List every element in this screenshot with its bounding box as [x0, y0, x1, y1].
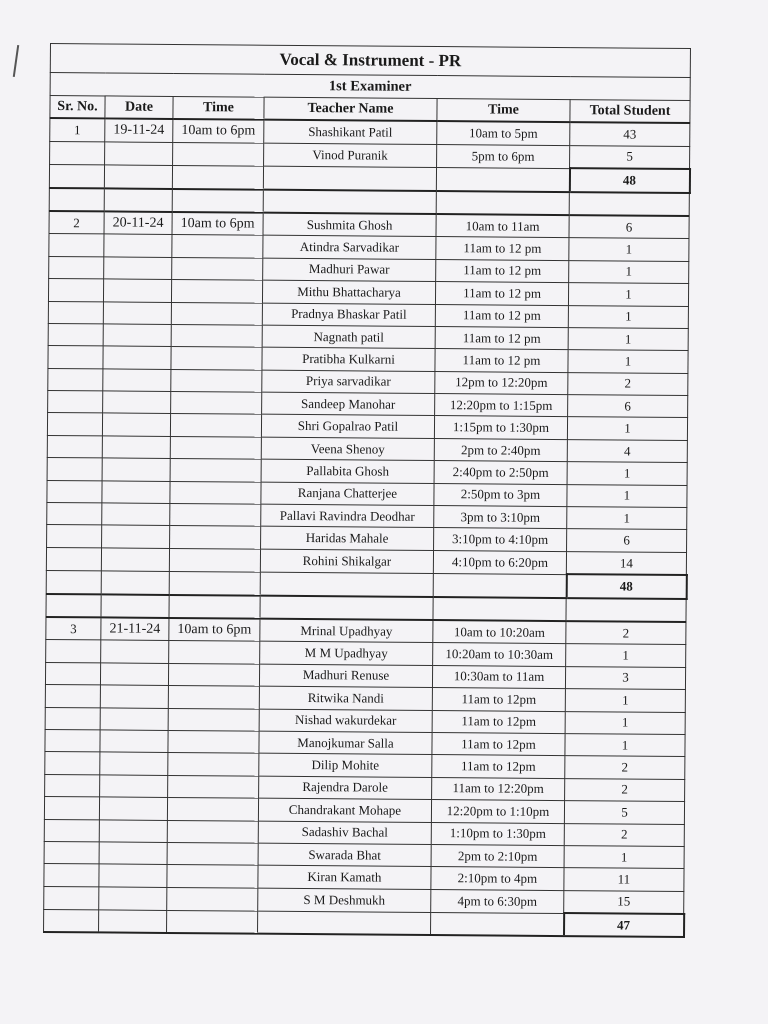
- student-count-cell: 1: [568, 283, 688, 306]
- session-time-cell: [171, 302, 262, 325]
- student-count-cell: 15: [564, 890, 684, 914]
- date-cell: [102, 481, 170, 504]
- teacher-name-cell: Priya sarvadikar: [262, 370, 435, 394]
- empty-cell: [258, 911, 431, 936]
- sr-no-cell: [44, 797, 99, 820]
- session-time-cell: [171, 347, 262, 370]
- empty-cell: [101, 571, 169, 595]
- slot-time-cell: 10:20am to 10:30am: [433, 643, 566, 666]
- page-title: Vocal & Instrument - PR: [50, 44, 690, 78]
- total-row: [44, 909, 684, 937]
- date-cell: [100, 663, 168, 686]
- sr-no-cell: [47, 503, 102, 526]
- date-cell: [99, 797, 167, 820]
- teacher-name-cell: M M Upadhyay: [260, 642, 433, 666]
- sr-no-cell: [49, 256, 104, 279]
- session-time-cell: [168, 730, 259, 753]
- sr-no-cell: [44, 841, 99, 864]
- teacher-name-cell: Sadashiv Bachal: [258, 821, 431, 845]
- teacher-name-cell: Pradnya Bhaskar Patil: [262, 303, 435, 327]
- teacher-name-cell: Manojkumar Salla: [259, 731, 432, 755]
- session-time-cell: [173, 142, 264, 166]
- teacher-name-cell: Shashikant Patil: [264, 120, 437, 144]
- session-time-cell: [168, 753, 259, 776]
- teacher-name-cell: Mrinal Upadhyay: [260, 619, 433, 643]
- sr-no-cell: [47, 458, 102, 481]
- student-count-cell: 1: [565, 689, 685, 712]
- slot-time-cell: 10am to 10:20am: [433, 620, 566, 644]
- date-cell: [102, 458, 170, 481]
- student-count-cell: 2: [568, 372, 688, 395]
- date-cell: [105, 142, 173, 165]
- session-time-cell: 10am to 6pm: [173, 119, 264, 143]
- empty-cell: [433, 573, 566, 597]
- sr-no-cell: [48, 323, 103, 346]
- sr-no-cell: [47, 413, 102, 436]
- empty-cell: [436, 167, 569, 191]
- slot-time-cell: 11am to 12pm: [432, 710, 565, 733]
- student-count-cell: 1: [567, 484, 687, 507]
- empty-cell: [101, 594, 169, 618]
- slot-time-cell: 4:10pm to 6:20pm: [433, 550, 566, 574]
- empty-cell: [104, 188, 172, 212]
- sr-no-cell: [49, 234, 104, 257]
- date-cell: [103, 346, 171, 369]
- slot-time-cell: 1:10pm to 1:30pm: [431, 822, 564, 845]
- slot-time-cell: 3:10pm to 4:10pm: [434, 528, 567, 551]
- date-cell: [101, 640, 169, 663]
- sr-no-cell: [48, 391, 103, 414]
- teacher-name-cell: Veena Shenoy: [261, 437, 434, 461]
- teacher-name-cell: Sushmita Ghosh: [263, 213, 436, 237]
- teacher-name-cell: Rajendra Darole: [259, 776, 432, 800]
- empty-cell: [46, 570, 101, 594]
- empty-cell: [49, 164, 104, 188]
- session-time-cell: [172, 257, 263, 280]
- sr-no-cell: [45, 707, 100, 730]
- examiner-subtitle: 1st Examiner: [50, 73, 690, 101]
- sr-no-cell: [45, 685, 100, 708]
- student-count-cell: 1: [567, 462, 687, 485]
- teacher-name-cell: Madhuri Pawar: [263, 258, 436, 282]
- empty-cell: [49, 188, 104, 212]
- session-time-cell: [168, 686, 259, 709]
- student-count-cell: 1: [567, 507, 687, 530]
- slot-time-cell: 4pm to 6:30pm: [431, 889, 564, 913]
- date-cell: 20-11-24: [104, 211, 172, 234]
- header-teacher-name: Teacher Name: [264, 97, 437, 121]
- empty-cell: [172, 189, 263, 213]
- date-cell: [100, 730, 168, 753]
- sr-no-cell: [47, 480, 102, 503]
- student-count-cell: 14: [566, 551, 686, 575]
- empty-cell: [172, 165, 263, 189]
- teacher-name-cell: Sandeep Manohar: [262, 392, 435, 416]
- student-count-cell: 6: [567, 529, 687, 552]
- session-time-cell: [167, 865, 258, 888]
- session-time-cell: 10am to 6pm: [169, 618, 260, 642]
- sr-no-cell: [48, 346, 103, 369]
- date-cell: [103, 391, 171, 414]
- sr-no-cell: [50, 141, 105, 164]
- session-time-cell: [170, 436, 261, 459]
- slot-time-cell: 10am to 5pm: [437, 121, 570, 145]
- teacher-name-cell: Nagnath patil: [262, 325, 435, 349]
- sr-no-cell: [48, 368, 103, 391]
- sr-no-cell: [45, 752, 100, 775]
- sr-no-cell: [44, 886, 99, 909]
- student-count-cell: 3: [565, 666, 685, 689]
- slot-time-cell: 2pm to 2:10pm: [431, 844, 564, 867]
- slot-time-cell: 2pm to 2:40pm: [434, 438, 567, 461]
- teacher-name-cell: S M Deshmukh: [258, 888, 431, 912]
- slot-time-cell: 11am to 12 pm: [436, 259, 569, 282]
- session-time-cell: [167, 842, 258, 865]
- pen-mark: [13, 45, 19, 77]
- date-cell: [102, 436, 170, 459]
- empty-cell: [44, 909, 99, 933]
- teacher-name-cell: Ranjana Chatterjee: [261, 482, 434, 506]
- group-total-cell: 48: [569, 168, 689, 192]
- teacher-name-cell: Pratibha Kulkarni: [262, 347, 435, 371]
- sr-no-cell: [45, 662, 100, 685]
- sr-no-cell: [48, 279, 103, 302]
- sr-no-cell: [46, 547, 101, 570]
- student-count-cell: 6: [569, 215, 689, 239]
- session-time-cell: 10am to 6pm: [172, 212, 263, 236]
- session-time-cell: [171, 369, 262, 392]
- empty-cell: [569, 192, 689, 216]
- student-count-cell: 5: [564, 801, 684, 824]
- empty-cell: [260, 595, 433, 620]
- session-time-cell: [170, 481, 261, 504]
- slot-time-cell: 11am to 12 pm: [435, 282, 568, 305]
- student-count-cell: 2: [564, 823, 684, 846]
- teacher-name-cell: Kiran Kamath: [258, 865, 431, 889]
- sr-no-cell: 2: [49, 211, 104, 234]
- sr-no-cell: [45, 729, 100, 752]
- group-total-cell: 48: [566, 574, 686, 598]
- date-cell: [103, 369, 171, 392]
- empty-cell: [263, 189, 436, 214]
- student-count-cell: 4: [567, 439, 687, 462]
- header-time: Time: [173, 96, 264, 120]
- date-cell: [102, 413, 170, 436]
- date-cell: [103, 279, 171, 302]
- date-cell: [99, 864, 167, 887]
- empty-cell: [104, 165, 172, 189]
- exam-schedule-table: [43, 43, 691, 938]
- empty-cell: [431, 912, 564, 936]
- slot-time-cell: 10am to 11am: [436, 214, 569, 238]
- slot-time-cell: 2:50pm to 3pm: [434, 483, 567, 506]
- empty-cell: [167, 910, 258, 934]
- header-date: Date: [105, 96, 173, 119]
- empty-cell: [263, 166, 436, 191]
- student-count-cell: 11: [564, 868, 684, 891]
- date-cell: [103, 324, 171, 347]
- student-count-cell: 1: [566, 644, 686, 667]
- date-cell: [104, 234, 172, 257]
- empty-cell: [46, 594, 101, 618]
- session-time-cell: [168, 708, 259, 731]
- date-cell: [100, 685, 168, 708]
- empty-cell: [566, 598, 686, 622]
- date-cell: [99, 887, 167, 910]
- date-cell: [103, 301, 171, 324]
- slot-time-cell: 11am to 12pm: [432, 732, 565, 755]
- schedule-sheet: [43, 43, 690, 938]
- slot-time-cell: 11am to 12pm: [432, 688, 565, 711]
- session-time-cell: [167, 798, 258, 821]
- sr-no-cell: [45, 774, 100, 797]
- teacher-name-cell: Ritwika Nandi: [259, 686, 432, 710]
- session-time-cell: [168, 663, 259, 686]
- date-cell: [99, 819, 167, 842]
- session-time-cell: [169, 641, 260, 664]
- date-cell: 21-11-24: [101, 617, 169, 640]
- session-time-cell: [171, 324, 262, 347]
- sr-no-cell: [44, 864, 99, 887]
- session-time-cell: [170, 503, 261, 526]
- student-count-cell: 1: [569, 238, 689, 261]
- sr-no-cell: [46, 640, 101, 663]
- header-sr-no: Sr. No.: [50, 96, 105, 119]
- session-time-cell: [168, 775, 259, 798]
- session-time-cell: [167, 887, 258, 911]
- session-time-cell: [171, 280, 262, 303]
- sr-no-cell: [47, 435, 102, 458]
- slot-time-cell: 11am to 12pm: [432, 755, 565, 778]
- student-count-cell: 1: [568, 305, 688, 328]
- student-count-cell: 43: [570, 122, 690, 146]
- date-cell: [100, 707, 168, 730]
- date-cell: [102, 525, 170, 548]
- slot-time-cell: 10:30am to 11am: [432, 665, 565, 688]
- session-time-cell: [172, 235, 263, 258]
- date-cell: [100, 752, 168, 775]
- teacher-name-cell: Shri Gopalrao Patil: [261, 415, 434, 439]
- date-cell: [99, 842, 167, 865]
- student-count-cell: 1: [564, 845, 684, 868]
- teacher-name-cell: Pallabita Ghosh: [261, 459, 434, 483]
- session-time-cell: [170, 526, 261, 549]
- date-cell: [101, 548, 169, 571]
- date-cell: 19-11-24: [105, 119, 173, 142]
- slot-time-cell: 2:40pm to 2:50pm: [434, 461, 567, 484]
- slot-time-cell: 11am to 12 pm: [435, 326, 568, 349]
- student-count-cell: 5: [570, 145, 690, 169]
- slot-time-cell: 1:15pm to 1:30pm: [434, 416, 567, 439]
- group-total-cell: 47: [563, 913, 683, 937]
- teacher-name-cell: Nishad wakurdekar: [259, 709, 432, 733]
- student-count-cell: 2: [565, 756, 685, 779]
- slot-time-cell: 12:20pm to 1:10pm: [431, 800, 564, 823]
- slot-time-cell: 12pm to 12:20pm: [435, 371, 568, 394]
- teacher-name-cell: Rohini Shikalgar: [260, 549, 433, 573]
- sr-no-cell: [44, 819, 99, 842]
- teacher-name-cell: Dilip Mohite: [259, 753, 432, 777]
- teacher-name-cell: Atindra Sarvadikar: [263, 236, 436, 260]
- empty-cell: [436, 191, 569, 215]
- slot-time-cell: 11am to 12 pm: [436, 237, 569, 260]
- teacher-name-cell: Vinod Puranik: [264, 143, 437, 167]
- sr-no-cell: 3: [46, 617, 101, 640]
- student-count-cell: 1: [569, 260, 689, 283]
- teacher-name-cell: Pallavi Ravindra Deodhar: [261, 504, 434, 528]
- header-slot-time: Time: [437, 99, 570, 123]
- empty-cell: [260, 572, 433, 597]
- slot-time-cell: 11am to 12:20pm: [432, 777, 565, 800]
- teacher-name-cell: Madhuri Renuse: [259, 664, 432, 688]
- student-count-cell: 1: [568, 327, 688, 350]
- sr-no-cell: [47, 525, 102, 548]
- slot-time-cell: 11am to 12 pm: [435, 304, 568, 327]
- empty-cell: [169, 571, 260, 595]
- teacher-name-cell: Chandrakant Mohape: [258, 798, 431, 822]
- date-cell: [100, 775, 168, 798]
- student-count-cell: 2: [566, 621, 686, 645]
- sr-no-cell: [48, 301, 103, 324]
- student-count-cell: 1: [568, 350, 688, 373]
- empty-cell: [169, 595, 260, 619]
- slot-time-cell: 3pm to 3:10pm: [434, 506, 567, 529]
- teacher-name-cell: Mithu Bhattacharya: [262, 280, 435, 304]
- slot-time-cell: 5pm to 6pm: [437, 144, 570, 168]
- student-count-cell: 1: [565, 711, 685, 734]
- slot-time-cell: 2:10pm to 4pm: [431, 867, 564, 890]
- session-time-cell: [170, 459, 261, 482]
- teacher-name-cell: Haridas Mahale: [261, 527, 434, 551]
- sr-no-cell: 1: [50, 118, 105, 141]
- slot-time-cell: 12:20pm to 1:15pm: [435, 394, 568, 417]
- slot-time-cell: 11am to 12 pm: [435, 349, 568, 372]
- empty-cell: [433, 597, 566, 621]
- student-count-cell: 2: [565, 778, 685, 801]
- header-total-student: Total Student: [570, 100, 690, 124]
- session-time-cell: [170, 414, 261, 437]
- student-count-cell: 1: [565, 734, 685, 757]
- student-count-cell: 6: [568, 395, 688, 418]
- session-time-cell: [169, 548, 260, 572]
- date-cell: [104, 257, 172, 280]
- student-count-cell: 1: [567, 417, 687, 440]
- empty-cell: [99, 909, 167, 933]
- teacher-name-cell: Swarada Bhat: [258, 843, 431, 867]
- session-time-cell: [171, 392, 262, 415]
- date-cell: [102, 503, 170, 526]
- session-time-cell: [167, 820, 258, 843]
